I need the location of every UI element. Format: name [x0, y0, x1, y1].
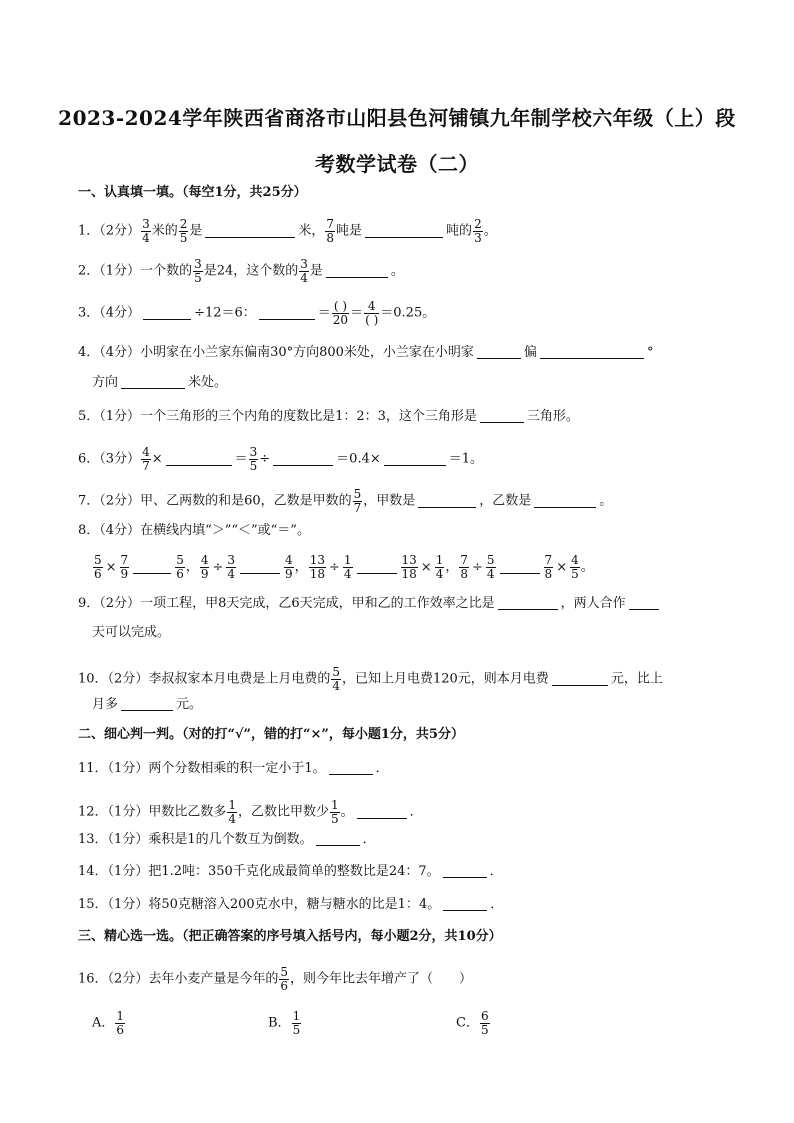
answer-blank[interactable] — [498, 597, 558, 610]
question-4-cont: 方向 米处。 — [92, 375, 228, 390]
fraction: $\frac{3}{5}$ — [194, 257, 202, 285]
compare-blank[interactable] — [240, 561, 280, 574]
question-11: 11．（1分）两个分数相乘的积一定小于1。 ． — [78, 761, 389, 776]
question-14: 14．（1分）把1.2吨：350千克化成最简单的整数比是24：7。 ． — [78, 864, 503, 879]
answer-blank[interactable] — [273, 453, 333, 466]
question-12: 12．（1分）甲数比乙数多 $\frac{1}{4}$ ，乙数比甲数少 $\frac{1}{5}$ 。 ． — [78, 798, 423, 826]
fraction: $\frac{1}{4}$ — [435, 553, 444, 581]
fraction: $\frac{3}{4}$ — [300, 257, 308, 285]
answer-blank[interactable] — [166, 453, 232, 466]
fraction: $\frac{1}{5}$ — [331, 798, 339, 826]
fraction: $\frac{1}{4}$ — [228, 798, 236, 826]
answer-blank[interactable] — [443, 898, 487, 911]
fraction: $\frac{13}{18}$ — [401, 553, 417, 581]
fraction: $\frac{7}{9}$ — [120, 553, 129, 581]
fraction: $\frac{7}{8}$ — [544, 553, 553, 581]
question-5: 5．（1分）一个三角形的三个内角的度数比是1：2：3，这个三角形是 三角形。 — [78, 409, 579, 424]
answer-blank[interactable] — [552, 673, 608, 686]
answer-blank[interactable] — [316, 833, 360, 846]
fraction: $\frac{7}{8}$ — [460, 553, 468, 581]
fraction: $\frac{5}{6}$ — [176, 553, 184, 581]
fraction: $\frac{1}{4}$ — [343, 553, 352, 581]
question-10-cont: 月多 元。 — [92, 697, 203, 712]
answer-blank[interactable] — [384, 453, 446, 466]
question-9: 9．（2分）一项工程，甲8天完成，乙6天完成，甲和乙的工作效率之比是 ，两人合作 — [78, 597, 662, 610]
fraction: $\frac{5}{6}$ — [94, 553, 102, 581]
fraction: $\frac{2}{3}$ — [474, 217, 482, 245]
question-7: 7．（2分）甲、乙两数的和是60，乙数是甲数的 $\frac{5}{7}$ ，甲数是 ，乙数是 。 — [78, 487, 613, 515]
question-8: 8．（4分）在横线内填“＞”“＜”或“＝”。 — [78, 523, 310, 538]
answer-blank[interactable] — [143, 307, 191, 320]
fraction: $\frac{4}{( )}$ — [365, 299, 379, 327]
fraction: $\frac{1}{6}$ — [116, 1009, 125, 1037]
answer-blank[interactable] — [357, 806, 407, 819]
fraction: $\frac{4}{9}$ — [285, 553, 293, 581]
question-9-cont: 天可以完成。 — [92, 625, 171, 640]
answer-blank[interactable] — [480, 410, 524, 423]
fraction: $\frac{5}{4}$ — [486, 553, 495, 581]
option-c[interactable]: C． $\frac{6}{5}$ — [456, 1009, 489, 1037]
section-2-heading: 二、细心判一判。（对的打“√”，错的打“×”，每小题1分，共5分） — [78, 727, 464, 742]
answer-blank[interactable] — [418, 495, 476, 508]
question-2: 2．（1分）一个数的 $\frac{3}{5}$ 是24，这个数的 $\frac{3}{4}$ 是 。 — [78, 257, 404, 285]
answer-blank[interactable] — [629, 597, 659, 610]
question-8-items: $\frac{5}{6}$ × $\frac{7}{9}$ $\frac{5}{6}$ ， $\frac{4}{9}$ ÷ $\frac{3}{4}$ $\frac{4}{9}$ ， $\frac{13}{18}$ ÷ $\frac{1}{4}$ $\frac{13}{18}$ × $\frac{1}{4}$ ， $\frac{7}{8}$ ÷ $\frac{5}{4}$ $\frac{7}{8}$ × $\frac{4}{5}$ 。 — [94, 553, 594, 581]
answer-blank[interactable] — [365, 225, 443, 238]
compare-blank[interactable] — [357, 561, 397, 574]
fraction: $\frac{4}{5}$ — [571, 553, 579, 581]
fraction: $\frac{3}{4}$ — [142, 217, 150, 245]
section-1-heading: 一、认真填一填。（每空1分，共25分） — [78, 185, 307, 200]
question-1: 1．（2分） $\frac{3}{4}$ 米的 $\frac{2}{5}$ 是 米， $\frac{7}{8}$ 吨是 吨的 $\frac{2}{3}$ 。 — [78, 217, 497, 245]
question-3: 3．（4分） ÷12＝6： ＝ $\frac{( )}{20}$ ＝ $\frac{4}{( )}$ ＝0.25。 — [78, 299, 436, 327]
fraction: $\frac{5}{4}$ — [332, 665, 340, 693]
exam-title-line-1: 2023-2024学年陕西省商洛市山阳县色河铺镇九年制学校六年级（上）段 — [58, 106, 736, 130]
answer-blank[interactable] — [326, 265, 388, 278]
fraction: $\frac{6}{5}$ — [480, 1009, 489, 1037]
answer-blank[interactable] — [329, 762, 373, 775]
fraction: $\frac{3}{4}$ — [227, 553, 236, 581]
question-13: 13．（1分）乘积是1的几个数互为倒数。 ． — [78, 832, 376, 847]
answer-blank[interactable] — [121, 376, 185, 389]
fraction: $\frac{3}{5}$ — [249, 445, 258, 473]
fraction: $\frac{1}{5}$ — [292, 1009, 301, 1037]
fraction: $\frac{5}{7}$ — [353, 487, 362, 515]
fraction: $\frac{5}{6}$ — [280, 965, 288, 993]
option-a[interactable]: A． $\frac{1}{6}$ — [92, 1009, 125, 1037]
option-b[interactable]: B． $\frac{1}{5}$ — [268, 1009, 301, 1037]
fraction: $\frac{4}{9}$ — [200, 553, 209, 581]
answer-blank[interactable] — [540, 346, 644, 359]
compare-blank[interactable] — [133, 561, 171, 574]
fraction: $\frac{( )}{20}$ — [332, 299, 349, 327]
question-16: 16．（2分）去年小麦产量是今年的 $\frac{5}{6}$ ，则今年比去年增产了（ ） — [78, 965, 472, 993]
question-4: 4．（4分）小明家在小兰家东偏南30°方向800米处，小兰家在小明家 偏 ° — [78, 345, 654, 360]
answer-blank[interactable] — [205, 225, 295, 238]
question-number: 1． — [78, 223, 100, 239]
compare-blank[interactable] — [500, 561, 540, 574]
section-3-heading: 三、精心选一选。（把正确答案的序号填入括号内，每小题2分，共10分） — [78, 929, 502, 944]
answer-blank[interactable] — [259, 307, 315, 320]
answer-blank[interactable] — [443, 865, 487, 878]
fraction: $\frac{13}{18}$ — [309, 553, 325, 581]
answer-blank[interactable] — [121, 698, 173, 711]
fraction: $\frac{7}{8}$ — [326, 217, 335, 245]
question-6: 6．（3分） $\frac{4}{7}$ × ＝ $\frac{3}{5}$ ÷ ＝0.4× ＝1。 — [78, 445, 484, 473]
question-score: （2分） — [99, 223, 141, 239]
exam-title-line-2: 考数学试卷（二） — [315, 152, 479, 176]
fraction: $\frac{2}{5}$ — [179, 217, 188, 245]
fraction: $\frac{4}{7}$ — [142, 445, 150, 473]
answer-blank[interactable] — [477, 346, 521, 359]
question-10: 10．（2分）李叔叔家本月电费是上月电费的 $\frac{5}{4}$ ，已知上月电费120元，则本月电费 元，比上 — [78, 665, 663, 693]
answer-blank[interactable] — [534, 495, 596, 508]
question-15: 15．（1分）将50克糖溶入200克水中，糖与糖水的比是1：4。 ． — [78, 897, 504, 912]
